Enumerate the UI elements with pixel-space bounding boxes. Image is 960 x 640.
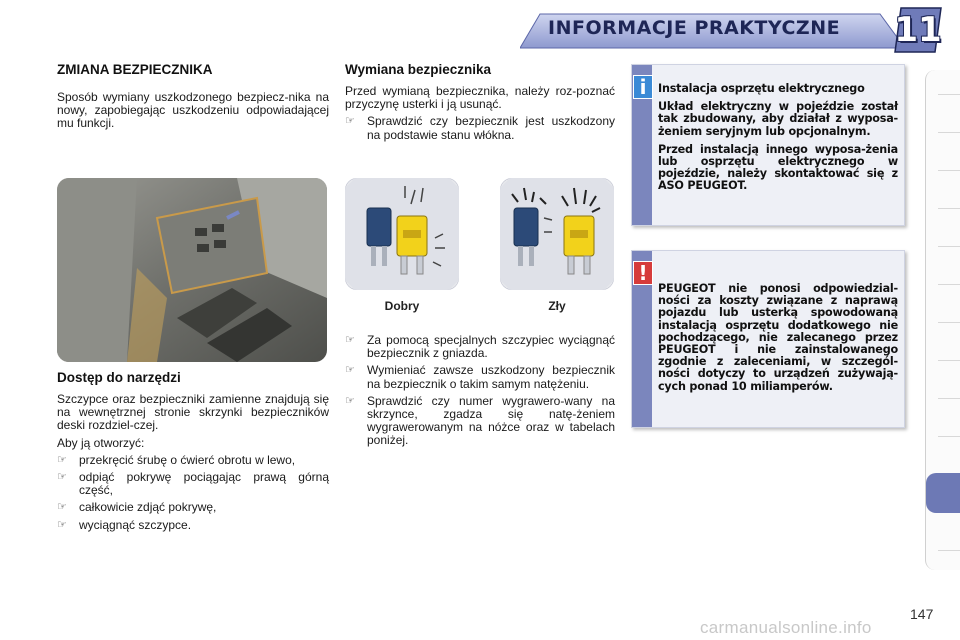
open-steps-list [57, 454, 329, 532]
fuse-good-illustration [345, 178, 459, 290]
label-bad: Zły [548, 299, 566, 313]
pointer-icon: ☞ [57, 518, 67, 531]
list-item: ☞ Sprawdzić czy numer wygrawero-wany na skrzynce, zgadza się natę-żeniem wygrawerowanym na nóżce oraz w tabelach poniżej. [345, 393, 615, 448]
info-note-box [631, 64, 905, 226]
list-item: ☞ Za pomocą specjalnych szczypiec wyciągnąć bezpiecznik z gniazda. [345, 333, 615, 361]
watermark: carmanualsonline.info [700, 618, 872, 637]
info-icon: i [633, 75, 653, 99]
pointer-icon: ☞ [57, 453, 67, 466]
list-item: ☞ przekręcić śrubę o ćwierć obrotu w lewo, [57, 452, 296, 467]
fuse-box-photo [57, 178, 327, 362]
list-item: ☞ wyciągnąć szczypce. [57, 517, 192, 532]
chapter-title: INFORMACJE PRAKTYCZNE [548, 17, 841, 39]
pointer-icon: ☞ [57, 471, 67, 484]
section-replacement-steps [345, 330, 615, 448]
heading-fuse-replacement: Wymiana bezpiecznika [345, 62, 492, 77]
pointer-icon: ☞ [345, 394, 355, 407]
page-number: 147 [910, 606, 934, 622]
pointer-icon: ☞ [57, 501, 67, 514]
list-item: ☞ całkowicie zdjąć pokrywę, [57, 500, 217, 515]
replacement-steps-list [345, 334, 615, 448]
chapter-tab-active[interactable] [926, 473, 960, 513]
section-fuse-replacement [345, 62, 615, 142]
section-fuse-change [57, 62, 329, 131]
list-item: ☞ Sprawdzić czy bezpiecznik jest uszkodzony na podstawie stanu włókna. [345, 114, 615, 142]
section-tool-access [57, 370, 329, 532]
tool-access-text: Szczypce oraz bezpieczniki zamienne znajdują się na wewnętrznej stronie skrzynki bezpieczników deski rozdziel-czej. [57, 392, 329, 433]
check-list [345, 115, 615, 141]
heading-tool-access: Dostęp do narzędzi [57, 370, 181, 385]
fuse-bad-illustration [500, 178, 614, 290]
replacement-intro: Przed wymianą bezpiecznika, należy roz-poznać przyczynę usterki i ją usunąć. [345, 84, 615, 112]
pointer-icon: ☞ [345, 115, 355, 128]
list-item: ☞ Wymieniać zawsze uszkodzony bezpiecznik na bezpiecznik o takim samym natężeniu. [345, 363, 615, 391]
warning-note-text: PEUGEOT nie ponosi odpowiedzial-ności za koszty związane z naprawą pojazdu lub usterką spowodowaną instalacją osprzętu dodatkowego nie pochodzącego, nie zalecanego przez PEUGEOT i nie zainstalowanego zgodnie z zaleceniami, w szczegól-ności dotyczy to urządzeń zużywają-cych ponad 10 miliamperów. [658, 282, 898, 393]
list-item: ☞ odpiąć pokrywę pociągając prawą górną część, [57, 470, 329, 498]
info-note-p1: Układ elektryczny w pojeździe został tak zbudowany, aby działał z wyposa-żeniem seryjnym lub opcjonalnym. [658, 100, 898, 138]
heading-fuse-change: ZMIANA BEZPIECZNIKA [57, 62, 213, 77]
pointer-icon: ☞ [345, 364, 355, 377]
warning-icon: ! [633, 261, 653, 285]
warning-note-box [631, 250, 905, 428]
intro-text: Sposób wymiany uszkodzonego bezpiecz-nika na nowy, zapobiegając uszkodzeniu odpowiadającej mu funkcji. [57, 90, 329, 131]
chapter-number: 11 [894, 10, 942, 50]
info-note-p2: Przed instalacją innego wyposa-żenia lub osprzętu elektrycznego w pojeździe, należy skontaktować się z ASO PEUGEOT. [658, 142, 898, 193]
label-good: Dobry [384, 299, 420, 313]
info-note-title: Instalacja osprzętu elektrycznego [658, 82, 865, 95]
open-lead-text: Aby ją otworzyć: [57, 435, 145, 450]
pointer-icon: ☞ [345, 334, 355, 346]
